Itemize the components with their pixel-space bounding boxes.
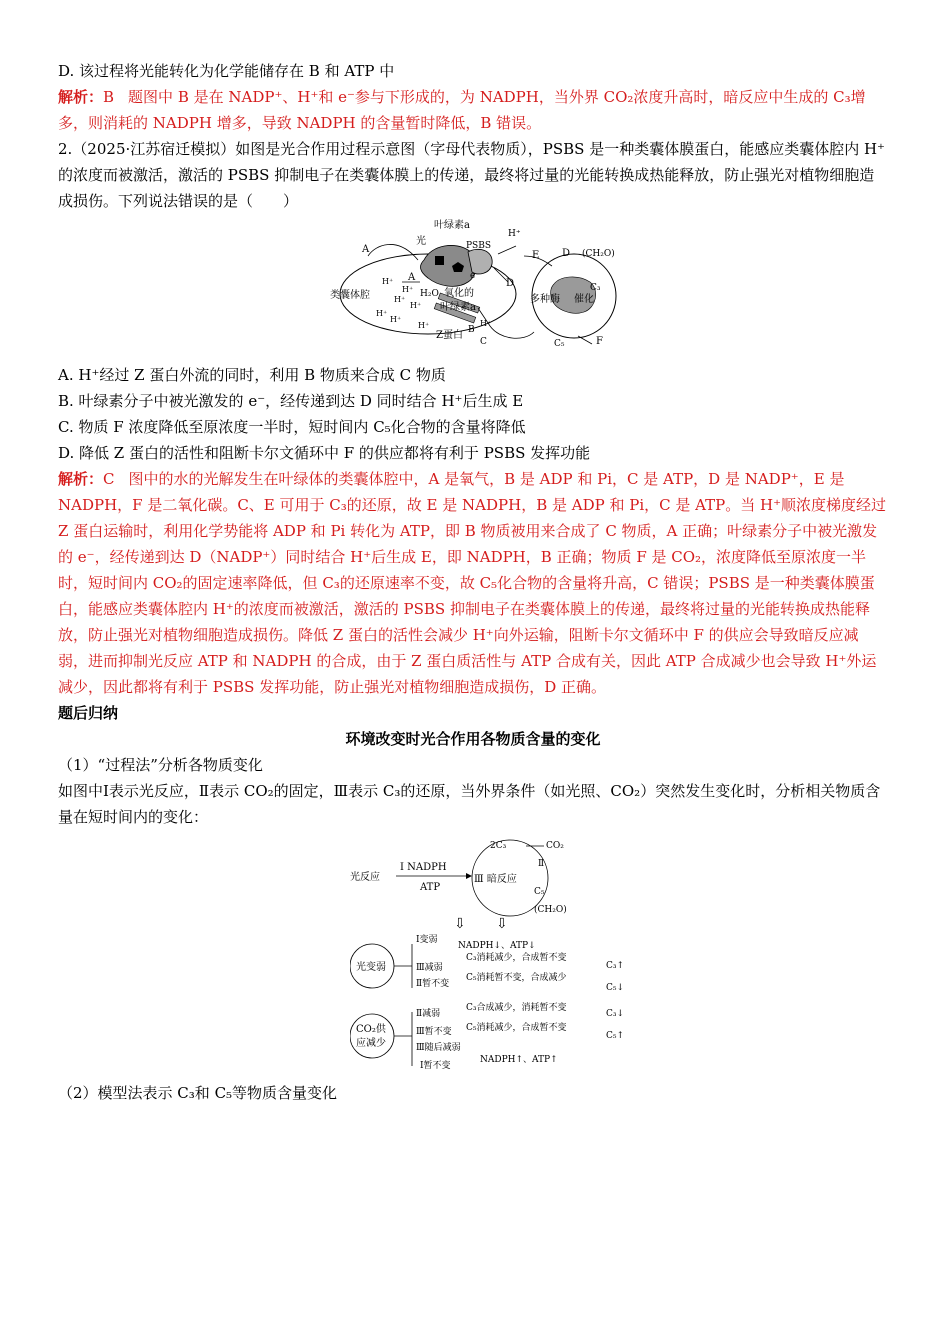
f2-co2-less-1: CO₂供: [356, 1024, 386, 1035]
label-chlorophyll-a: 叶绿素a: [434, 220, 470, 231]
label-enzymes: 多种酶: [530, 294, 560, 305]
f2-c5-top: C₅: [534, 887, 545, 897]
f2-l2-out: C₃↑: [606, 961, 625, 971]
label-h1: H⁺: [382, 277, 394, 286]
label-e1: E: [532, 250, 540, 261]
label-h2o: H₂O: [420, 289, 439, 299]
label-h7: H⁺: [418, 321, 430, 330]
f2-l1-res: NADPH↓、ATP↓: [458, 941, 536, 951]
label-a2: A: [408, 272, 416, 283]
analysis-answer: B: [103, 88, 115, 106]
label-c: C: [480, 337, 487, 347]
analysis-text: 题图中 B 是在 NADP⁺、H⁺和 e⁻参与下形成的，为 NADPH，当外界 CO₂浓度升高时，暗反应中生成的 C₃增多，则消耗的 NADPH 增多，导致 NADPH 的含量暂时降低，B 错误。: [58, 88, 866, 132]
f2-m1-out: C₃↓: [606, 1009, 625, 1019]
down-arrow-2-icon: ⇩: [496, 916, 508, 932]
part2-title: （2）模型法表示 C₃和 C₅等物质含量变化: [58, 1084, 338, 1102]
label-hplus-top: H⁺: [508, 229, 521, 239]
f2-co2-less-2: 应减少: [356, 1038, 386, 1049]
label-h2: H⁺: [402, 285, 414, 294]
f2-l2-res: C₃消耗减少，合成暂不变: [466, 953, 567, 963]
f2-m4: Ⅰ暂不变: [420, 1061, 451, 1071]
f2-m1: Ⅱ减弱: [416, 1009, 441, 1019]
f2-atp: ATP: [420, 882, 441, 893]
f2-l1: Ⅰ变弱: [416, 935, 438, 945]
process-diagram: [350, 836, 650, 1076]
label-z-protein: Z蛋白: [436, 330, 463, 341]
f2-m2: Ⅲ暂不变: [416, 1027, 452, 1037]
label-thylakoid-lumen: 类囊体腔: [330, 290, 370, 301]
q1-option-d: D. 该过程将光能转化为化学能储存在 B 和 ATP 中: [58, 62, 395, 80]
q2-option-a: A. H⁺经过 Z 蛋白外流的同时，利用 B 物质来合成 C 物质: [58, 366, 446, 384]
q2-option-c: C. 物质 F 浓度降低至原浓度一半时，短时间内 C₅化合物的含量将降低: [58, 418, 526, 436]
q2-analysis: [58, 466, 888, 700]
label-b: B: [468, 325, 475, 335]
q2-option-b: B. 叶绿素分子中被光激发的 e⁻，经传递到达 D 同时结合 H⁺后生成 E: [58, 392, 524, 410]
label-catalysis: 催化: [574, 294, 594, 305]
label-h5: H⁺: [376, 309, 388, 318]
label-h6: H⁺: [390, 315, 402, 324]
part1-text: 如图中Ⅰ表示光反应，Ⅱ表示 CO₂的固定，Ⅲ表示 C₃的还原，当外界条件（如光照、CO₂）突然发生变化时，分析相关物质含量在短时间内的变化：: [58, 782, 881, 826]
part1-title: （1）“过程法”分析各物质变化: [58, 756, 263, 774]
label-h3: H⁺: [394, 295, 406, 304]
q2-stem: 2.（2025·江苏宿迁模拟）如图是光合作用过程示意图（字母代表物质），PSBS 是一种类囊体膜蛋白，能感应类囊体腔内 H⁺的浓度而被激活，激活的 PSBS 抑制电子在类囊体膜上的传递，最终将过量的光能转换成热能释放，防止强光对植物细胞造成损伤。下列说法错误的是（ ）: [58, 140, 885, 210]
document-page: [58, 58, 888, 1106]
f2-m4-res: NADPH↑、ATP↑: [480, 1055, 558, 1065]
label-f: F: [596, 336, 603, 347]
analysis-text: 图中的水的光解发生在叶绿体的类囊体腔中，A 是氧气，B 是 ADP 和 Pi，C 是 ATP，D 是 NADP⁺，E 是 NADPH，F 是二氧化碳。C、E 可用于 C₃的还原，故 E 是 NADPH，B 是 ADP 和 Pi，C 是 ATP。当 H⁺顺浓度梯度经过 Z 蛋白运输时，利用化学势能将 ADP 和 Pi 转化为 ATP，即 B 物质被用来合成了 C 物质，A 正确；叶绿素分子中被光激发的 e⁻，经传递到达 D（NADP⁺）同时结合 H⁺后生成 E，即 NADPH，B 正确；物质 F 是 CO₂，浓度降低至原浓度一半时，短时间内 CO₂的固定速率降低，但 C₃的还原速率不变，故 C₅化合物的含量将升高，C 错误；PSBS 是一种类囊体膜蛋白，能感应类囊体腔内 H⁺的浓度而被激活，激活的 PSBS 抑制电子在类囊体膜上的传递，最终将过量的光能转换成热能释放，防止强光对植物细胞造成损伤。降低 Z 蛋白的活性会减少 H⁺向外运输，阻断卡尔文循环中 F 的供应会导致暗反应减弱，进而抑制光反应 ATP 和 NADPH 的合成，由于 Z 蛋白质活性与 ATP 合成有关，因此 ATP 合成减少也会导致 H⁺外运减少，因此都将有利于 PSBS 发挥功能，防止强光对植物细胞造成损伤，D 正确。: [58, 470, 887, 696]
down-arrow-1-icon: ⇩: [454, 916, 466, 932]
f2-ch2o: (CH₂O): [534, 905, 567, 915]
label-c5: C₅: [554, 339, 565, 349]
label-d2: D: [562, 248, 571, 259]
q1-analysis: [58, 84, 888, 136]
label-light: 光: [416, 236, 426, 247]
label-electron: e⁻: [470, 271, 481, 281]
f2-l2: Ⅲ减弱: [416, 963, 443, 973]
f2-co2: CO₂: [546, 841, 564, 851]
summary-heading: 题后归纳: [58, 704, 119, 722]
f2-i-nadph: Ⅰ NADPH: [400, 862, 447, 873]
label-oxidized: 氧化的: [444, 288, 474, 299]
label-h8: H⁺: [480, 319, 492, 328]
f2-ii: Ⅱ: [538, 859, 545, 869]
label-d1: D: [506, 278, 515, 289]
photosynthesis-diagram: [328, 216, 638, 358]
f2-l3: Ⅱ暂不变: [416, 979, 450, 989]
label-oxidized-2: 叶绿素a: [440, 302, 476, 313]
label-h4: H⁺: [410, 301, 422, 310]
analysis-answer: C: [103, 470, 115, 488]
f2-m3: Ⅲ随后减弱: [416, 1043, 461, 1053]
f2-light-reaction: 光反应: [350, 872, 380, 883]
f2-l3-res: C₅消耗暂不变，合成减少: [466, 973, 567, 983]
f2-dark-reaction: Ⅲ 暗反应: [474, 874, 517, 885]
label-c3: C₃: [590, 283, 601, 293]
f2-l3-out: C₅↓: [606, 983, 625, 993]
q2-option-d: D. 降低 Z 蛋白的活性和阻断卡尔文循环中 F 的供应都将有利于 PSBS 发挥功能: [58, 444, 591, 462]
label-psbs: PSBS: [466, 241, 492, 251]
f2-m2-out: C₅↑: [606, 1031, 625, 1041]
photosynthesis-svg: [328, 216, 638, 358]
label-ch2o: (CH₂O): [582, 249, 615, 259]
analysis-label: 解析：: [58, 88, 104, 106]
square-marker: [435, 256, 444, 265]
f2-2c3: 2C₃: [490, 841, 507, 851]
f2-m2-res: C₅消耗减少，合成暂不变: [466, 1023, 567, 1033]
f2-light-weaker: 光变弱: [356, 962, 386, 973]
label-a1: A: [362, 244, 370, 255]
f2-m1-res: C₃合成减少，消耗暂不变: [466, 1003, 567, 1013]
process-svg: [350, 836, 650, 1076]
analysis-label: 解析：: [58, 470, 104, 488]
summary-title: 环境改变时光合作用各物质含量的变化: [345, 730, 601, 748]
